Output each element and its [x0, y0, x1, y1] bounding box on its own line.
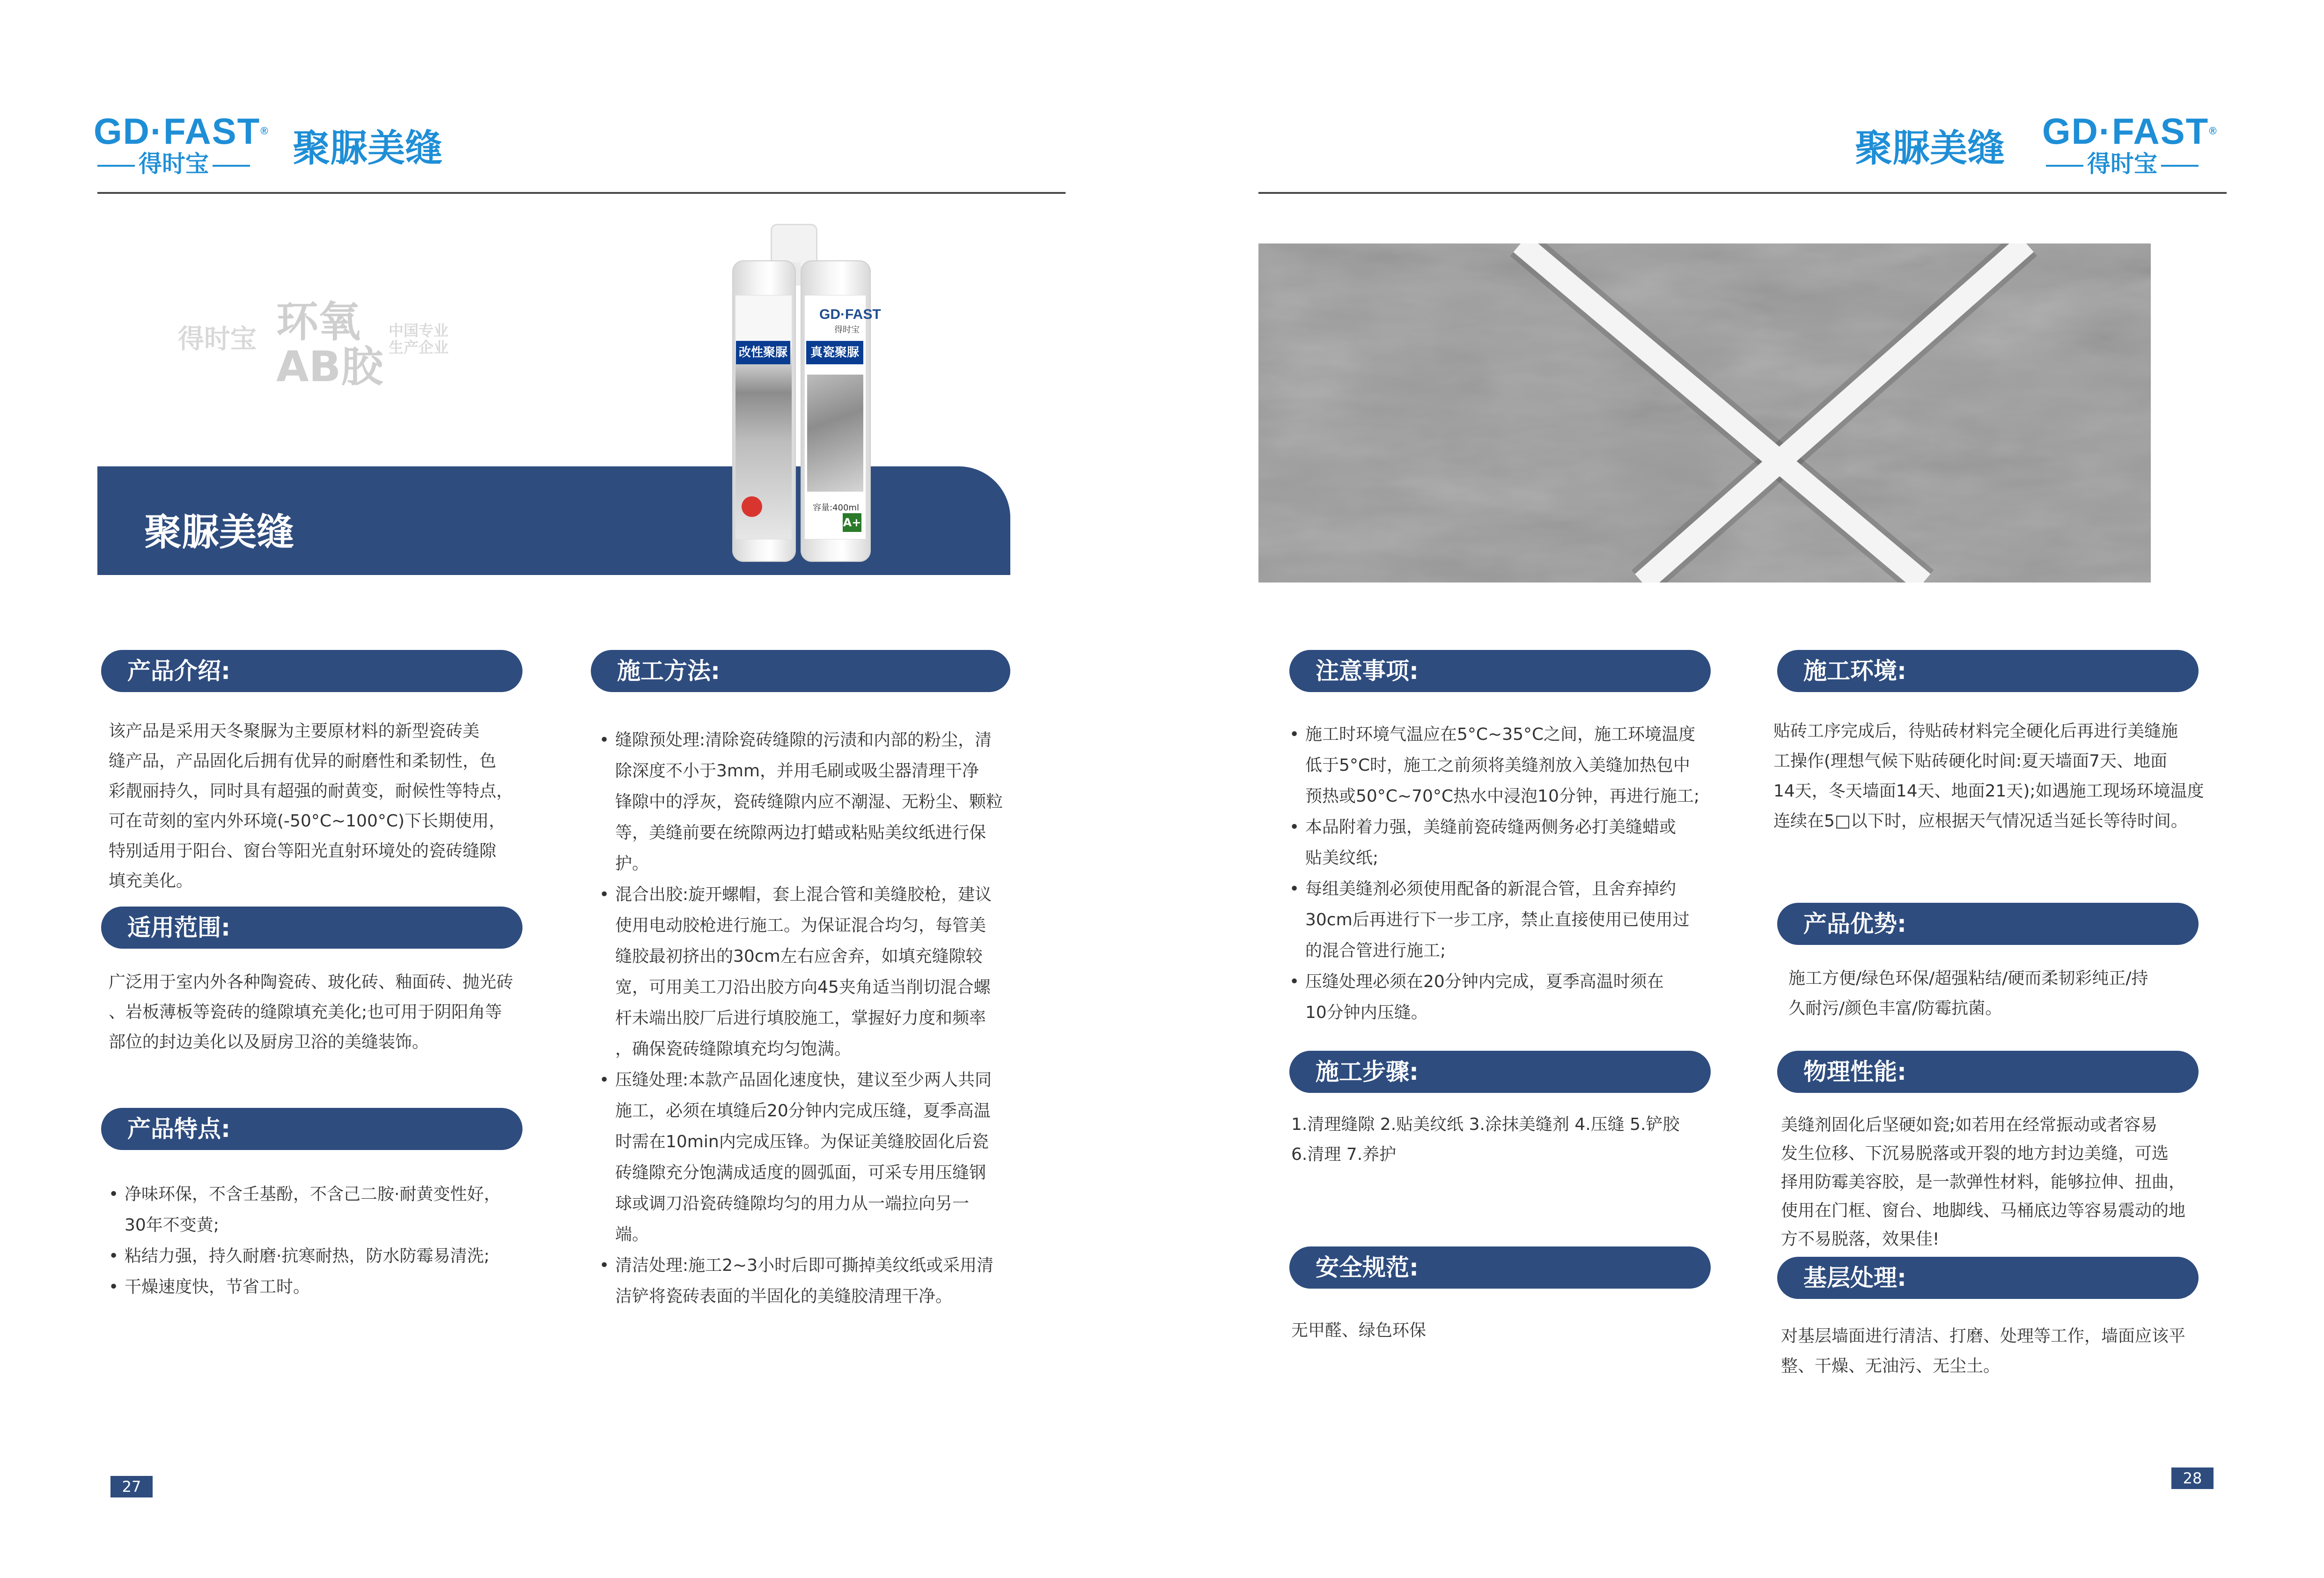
product-label-a: 改性聚脲 — [736, 341, 790, 364]
safety-heading: 安全规范: — [1289, 1246, 1711, 1289]
environment-heading: 施工环境: — [1777, 650, 2199, 692]
header-title: 聚脲美缝 — [1855, 126, 2005, 170]
brand-logo — [2042, 112, 2220, 178]
watermark-big: 环氧AB胶 — [276, 297, 383, 391]
list-item: • 施工时环境气温应在5°C~35°C之间，施工环境温度 低于5°C时，施工之前须将美缝剂放入美缝加热包中 预热或50°C~70°C热水中浸泡10分钟，再进行施工; — [1289, 719, 1720, 812]
list-item: • 每组美缝剂必须使用配备的新混合管，且舍弃掉约 30cm后再进行下一步工序，禁止直接使用已使用过 的混合管进行施工; — [1289, 874, 1720, 966]
steps-text: 1.清理缝隙 2.贴美纹纸 3.涂抹美缝剂 4.压缝 5.铲胶 6.清理 7.养护 — [1291, 1115, 1680, 1164]
advantages-text: 施工方便/绿色环保/超强粘结/硬而柔韧彩纯正/持 久耐污/颜色丰富/防霉抗菌。 — [1788, 969, 2148, 1018]
list-item: • 压缝处理:本款产品固化速度快，建议至少两人共同 施工，必须在填缝后20分钟内完成压缝，夏季高温 时需在10min内完成压锋。为保证美缝胶固化后瓷 砖缝隙充分饱满成适度的圆弧面，可采专用压缝钢 球或调刀沿瓷砖缝隙均匀的用力从一端拉向另一 端。 — [599, 1065, 1021, 1250]
product-logo: GD·FAST — [819, 307, 881, 322]
list-item: • 压缝处理必须在20分钟内完成，夏季高温时须在 10分钟内压缝。 — [1289, 966, 1720, 1028]
list-item: • 净味环保，不含壬基酚，不含己二胺·耐黄变性好， 30年不变黄; — [109, 1179, 530, 1241]
features-list — [109, 1179, 530, 1303]
list-item: • 缝隙预处理:清除瓷砖缝隙的污渍和内部的粉尘，清 除深度不小于3mm，并用毛刷或吸尘器清理干净 锋隙中的浮灰，瓷砖缝隙内应不潮湿、无粉尘、颗粒 等，美缝前要在统隙两边打蜡或粘贴美纹纸进行保 护。 — [599, 725, 1021, 879]
list-item: • 混合出胶:旋开螺帽，套上混合管和美缝胶枪，建议 使用电动胶枪进行施工。为保证混合均匀，每管美 缝胶最初挤出的30cm左右应舍弃，如填充缝隙较 宽，可用美工刀沿出胶方向45夹角适当削切混合螺 杆未端出胶厂后进行填胶施工，掌握好力度和频率 ，确保瓷砖缝隙填充均匀饱满。 — [599, 879, 1021, 1065]
logo-sub: 得时宝 — [139, 150, 209, 177]
physical-text: 美缝剂固化后坚硬如瓷;如若用在经常振动或者容易 发生位移、下沉易脱落或开裂的地方封边美缝，可选 择用防霉美容胶，是一款弹性材料，能够拉伸、扭曲， 使用在门框、窗台、地脚线、马桶底边等容易震动的地 方不易脱落，效果佳! — [1781, 1115, 2186, 1249]
product-capacity: 容量:400ml — [813, 503, 859, 513]
base-heading: 基层处理: — [1777, 1257, 2199, 1299]
product-label-b: 真瓷聚脲 — [806, 341, 863, 364]
brand-logo — [94, 112, 272, 178]
product-grade: A+ — [843, 513, 861, 532]
advantages-heading: 产品优势: — [1777, 903, 2199, 945]
intro-heading: 产品介绍: — [101, 650, 522, 692]
tile-photo — [1258, 243, 2151, 583]
header-rule — [97, 192, 1066, 194]
logo-sub: 得时宝 — [2087, 150, 2157, 177]
steps-heading: 施工步骤: — [1289, 1051, 1711, 1093]
registered-mark: ® — [2209, 125, 2218, 137]
logo-text: GD·FAST — [2042, 111, 2209, 152]
safety-text: 无甲醛、绿色环保 — [1291, 1321, 1427, 1340]
registered-mark: ® — [260, 125, 269, 137]
environment-text: 贴砖工序完成后，待贴砖材料完全硬化后再进行美缝施 工操作(理想气候下贴砖硬化时间:夏天墙面7天、地面 14天，冬天墙面14天、地面21天);如遇施工现场环境温度 连续在5□以下时，应根据天气情况适当延长等待时间。 — [1773, 722, 2204, 831]
list-item: • 本品附着力强，美缝前瓷砖缝两侧务必打美缝蜡或 贴美纹纸; — [1289, 812, 1720, 874]
right-page — [1162, 0, 2324, 1578]
page-number: 27 — [110, 1476, 153, 1497]
method-heading: 施工方法: — [591, 650, 1010, 692]
header-title: 聚脲美缝 — [293, 126, 442, 170]
notes-list — [1289, 719, 1720, 1028]
scope-text: 广泛用于室内外各种陶瓷砖、玻化砖、釉面砖、抛光砖 、岩板薄板等瓷砖的缝隙填充美化;也可用于阴阳角等 部位的封边美化以及厨房卫浴的美缝装饰。 — [109, 973, 514, 1052]
product-logo-sub: 得时宝 — [834, 325, 860, 335]
scope-heading: 适用范围: — [101, 907, 522, 949]
physical-heading: 物理性能: — [1777, 1051, 2199, 1093]
list-item: • 粘结力强，持久耐磨·抗寒耐热，防水防霉易清洗; — [109, 1241, 530, 1272]
base-text: 对基层墙面进行清洁、打磨、处理等工作，墙面应该平 整、干燥、无油污、无尘土。 — [1781, 1327, 2186, 1376]
header-rule — [1258, 192, 2227, 194]
section-banner — [97, 466, 1010, 575]
method-list — [599, 725, 1021, 1312]
notes-heading: 注意事项: — [1289, 650, 1711, 692]
list-item: • 干燥速度快，节省工时。 — [109, 1272, 530, 1303]
features-heading: 产品特点: — [101, 1108, 522, 1150]
page-number: 28 — [2171, 1467, 2214, 1489]
banner-title: 聚脲美缝 — [144, 510, 294, 554]
logo-text: GD·FAST — [94, 111, 261, 152]
watermark-brand: 得时宝 — [178, 324, 257, 354]
watermark-side: 中国专业 生产企业 — [389, 322, 449, 356]
list-item: • 清洁处理:施工2~3小时后即可撕掉美纹纸或采用清 洁铲将瓷砖表面的半固化的美缝胶清理干净。 — [599, 1250, 1021, 1312]
intro-text: 该产品是采用天冬聚脲为主要原材料的新型瓷砖美 缝产品，产品固化后拥有优异的耐磨性和柔韧性，色 彩靓丽持久，同时具有超强的耐黄变，耐候性等特点， 可在苛刻的室内外环境(-50°C~100°C)下长期使用， 特别适用于阳台、窗台等阳光直射环境处的瓷砖缝隙 填充美化。 — [109, 722, 514, 891]
